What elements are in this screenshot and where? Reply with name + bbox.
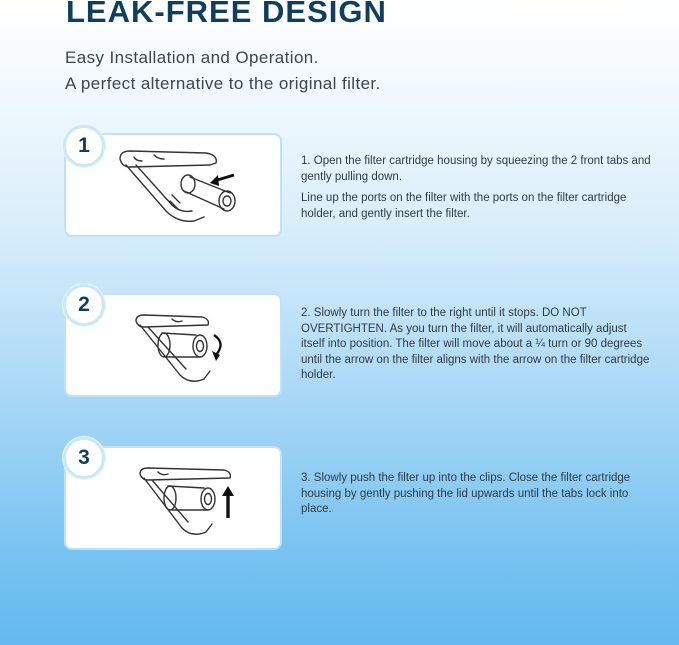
step-2-text [301,306,651,390]
subtitle-line-1: Easy Installation and Operation. [65,48,319,67]
step-3-paragraph-1: 3. Slowly push the filter up into the clips. Close the filter cartridge housing by gently pushing the lid upwards until the tabs lock into place. [301,472,631,515]
subtitle [65,45,381,97]
step-1-text [301,154,651,228]
filter-push-up-icon [132,456,252,546]
filter-rotate-icon [126,299,246,389]
step-2-number: 2 [63,284,105,326]
page-title: LEAK-FREE DESIGN [66,0,387,29]
subtitle-line-2: A perfect alternative to the original filter. [65,74,381,93]
step-1-number: 1 [63,125,105,167]
rotate-arrow [214,335,221,355]
step-2-paragraph-1: 2. Slowly turn the filter to the right until it stops. DO NOT OVERTIGHTEN. As you turn the filter, it will automatically adjust itself into position. The filter will move about a ¼ turn or 90 degrees until the arrow on the filter aligns with the arrow on the filter cartridge holder. [301,307,650,381]
step-3-text [301,471,651,524]
filter-insert-icon [106,141,286,231]
step-1-paragraph-2: Line up the ports on the filter with the ports on the filter cartridge holder, and gently insert the filter. [301,192,627,220]
step-3-number: 3 [63,437,105,479]
step-1-paragraph-1: 1. Open the filter cartridge housing by squeezing the 2 front tabs and gently pulling down. [301,155,651,183]
